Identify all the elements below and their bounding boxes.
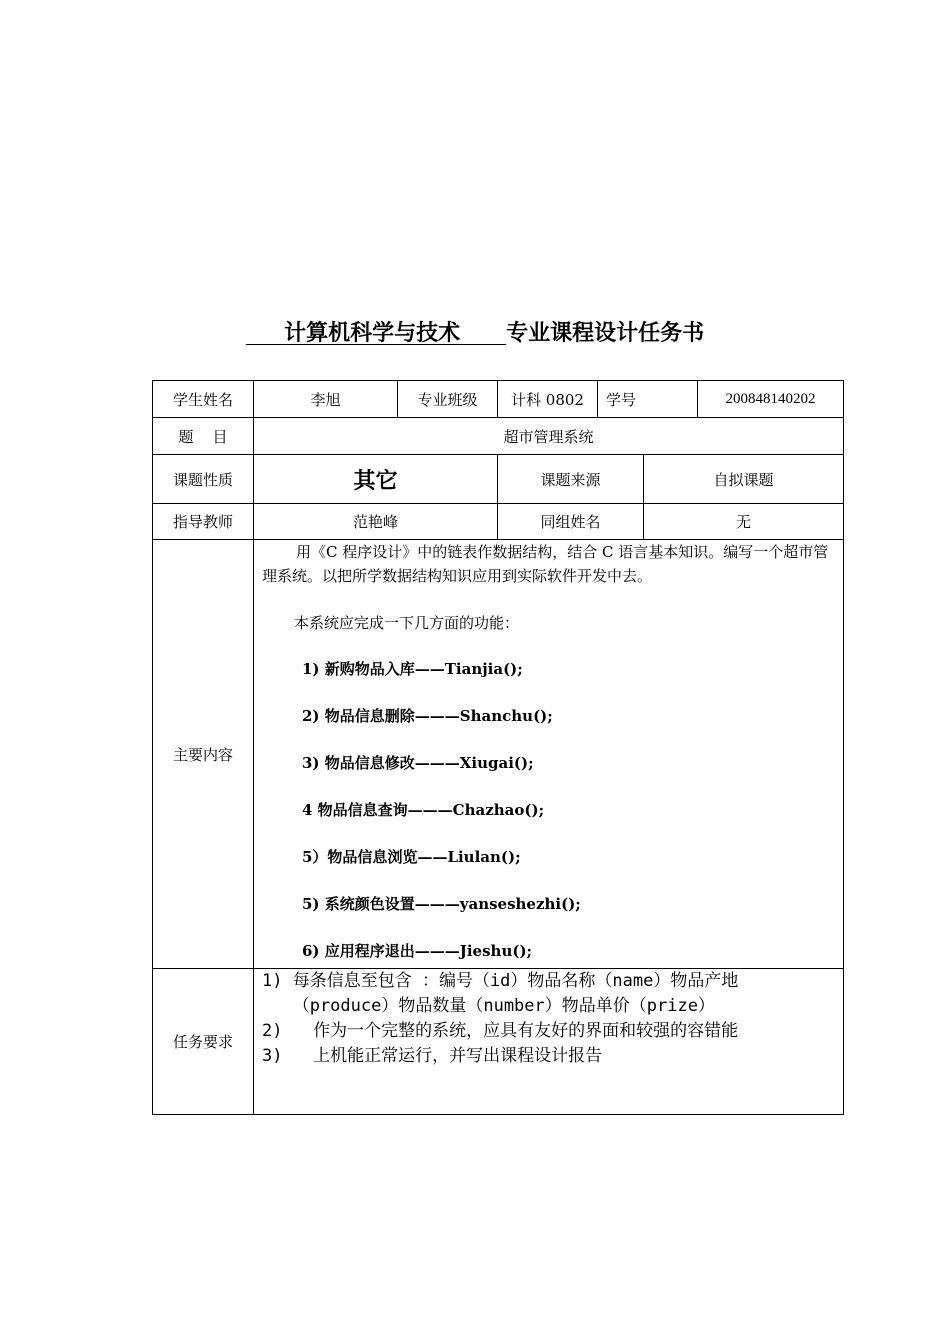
function-item: 1) 新购物品入库——Tianjia(); (302, 660, 523, 678)
requirement-line: 3) 上机能正常运行，并写出课程设计报告 (262, 1046, 603, 1066)
requirements-label: 任务要求 (153, 969, 254, 1115)
main-intro: 用《C 程序设计》中的链表作数据结构，结合 C 语言基本知识。编写一个超市管理系统。以把所学数据结构知识应用到实际软件开发中去。 (262, 543, 829, 585)
requirement-line: 2) 作为一个完整的系统，应具有友好的界面和较强的容错能 (262, 1021, 739, 1041)
class-value: 计科 0802 (498, 381, 598, 418)
group-label: 同组姓名 (498, 504, 644, 540)
teacher-label: 指导教师 (153, 504, 254, 540)
function-item: 2) 物品信息删除———Shanchu(); (302, 707, 553, 725)
student-name: 李旭 (254, 381, 398, 418)
title-major (246, 320, 506, 346)
nature-label: 课题性质 (153, 455, 254, 504)
function-item: 3) 物品信息修改———Xiugai(); (302, 754, 534, 772)
function-item: 5) 系统颜色设置———yanseshezhi(); (302, 895, 581, 913)
task-table (152, 380, 844, 1115)
row-nature (153, 455, 844, 504)
function-item: 4 物品信息查询———Chazhao(); (302, 801, 545, 819)
title-suffix: 专业课程设计任务书 (506, 320, 705, 346)
row-teacher (153, 504, 844, 540)
row-topic (153, 418, 844, 455)
function-item: 5）物品信息浏览——Liulan(); (302, 848, 521, 866)
source-value: 自拟课题 (644, 455, 844, 504)
function-item: 6) 应用程序退出———Jieshu(); (302, 942, 533, 960)
main-content (254, 540, 844, 969)
requirement-line: 1) 每条信息至包含 ：编号（id）物品名称（name）物品产地 (262, 971, 739, 991)
main-label: 主要内容 (153, 540, 254, 969)
requirements-content (254, 969, 844, 1115)
class-label: 专业班级 (398, 381, 498, 418)
topic-value: 超市管理系统 (254, 418, 844, 455)
nature-value: 其它 (254, 455, 498, 504)
teacher-value: 范艳峰 (254, 504, 498, 540)
main-intro2: 本系统应完成一下几方面的功能： (294, 614, 520, 632)
student-label: 学生姓名 (153, 381, 254, 418)
title-major-text: 计算机科学与技术 (284, 320, 461, 346)
source-label: 课题来源 (498, 455, 644, 504)
row-student (153, 381, 844, 418)
topic-label: 题 目 (153, 418, 254, 455)
group-value: 无 (644, 504, 844, 540)
row-requirements (153, 969, 844, 1115)
document-title (0, 316, 950, 347)
id-value: 200848140202 (698, 381, 844, 418)
row-main-content (153, 540, 844, 969)
id-label: 学号 (598, 381, 698, 418)
requirement-line: （produce）物品数量（number）物品单价（prize） (262, 996, 715, 1016)
